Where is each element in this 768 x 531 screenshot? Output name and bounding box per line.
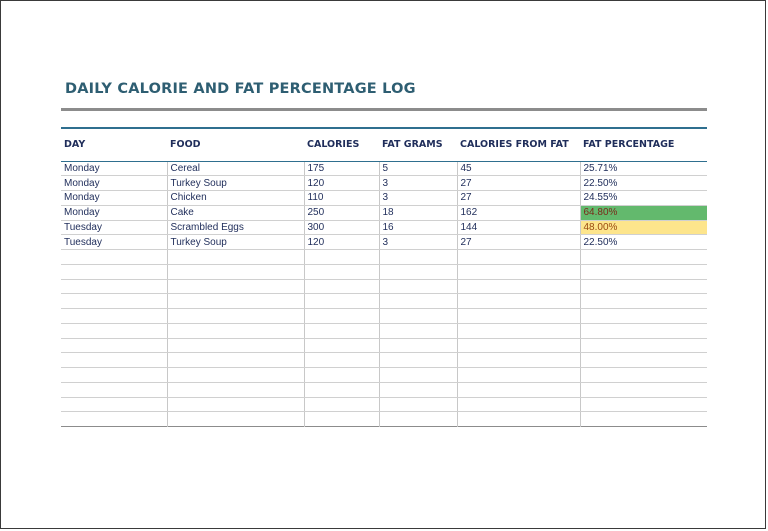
cell-food[interactable] [167, 309, 304, 324]
cell-calories[interactable] [304, 279, 379, 294]
cell-fat-grams[interactable] [379, 309, 457, 324]
page-title: DAILY CALORIE AND FAT PERCENTAGE LOG [65, 81, 416, 97]
cell-food[interactable]: Turkey Soup [167, 176, 304, 191]
table-row [61, 250, 707, 265]
cell-food[interactable] [167, 412, 304, 427]
cell-fat-percentage[interactable] [580, 264, 707, 279]
calorie-log-table [61, 127, 707, 427]
cell-fat-percentage[interactable] [580, 353, 707, 368]
cell-calories-from-fat[interactable] [457, 397, 580, 412]
cell-calories-from-fat[interactable]: 162 [457, 205, 580, 220]
cell-calories[interactable]: 300 [304, 220, 379, 235]
cell-food[interactable] [167, 353, 304, 368]
cell-calories-from-fat[interactable]: 27 [457, 176, 580, 191]
column-header-calories-from-fat[interactable]: CALORIES FROM FAT [457, 128, 580, 161]
cell-day[interactable]: Tuesday [61, 235, 167, 250]
cell-day[interactable]: Monday [61, 176, 167, 191]
table-row [61, 220, 707, 235]
cell-day[interactable] [61, 382, 167, 397]
cell-day[interactable] [61, 323, 167, 338]
cell-food[interactable] [167, 323, 304, 338]
cell-calories-from-fat[interactable] [457, 264, 580, 279]
cell-day[interactable] [61, 353, 167, 368]
table-body [61, 161, 707, 427]
cell-food[interactable] [167, 250, 304, 265]
table-row [61, 353, 707, 368]
cell-calories-from-fat[interactable] [457, 279, 580, 294]
cell-fat-percentage[interactable] [580, 250, 707, 265]
column-header-food[interactable]: FOOD [167, 128, 304, 161]
cell-fat-grams[interactable] [379, 250, 457, 265]
cell-day[interactable] [61, 368, 167, 383]
cell-fat-percentage[interactable]: 22.50% [580, 235, 707, 250]
cell-fat-grams[interactable] [379, 353, 457, 368]
cell-day[interactable] [61, 279, 167, 294]
cell-fat-percentage[interactable]: 22.50% [580, 176, 707, 191]
cell-fat-percentage[interactable] [580, 397, 707, 412]
cell-fat-grams[interactable]: 3 [379, 235, 457, 250]
cell-calories-from-fat[interactable] [457, 294, 580, 309]
cell-day[interactable] [61, 309, 167, 324]
table-row [61, 161, 707, 176]
cell-fat-percentage[interactable] [580, 412, 707, 427]
table-row [61, 294, 707, 309]
cell-food[interactable] [167, 294, 304, 309]
cell-fat-grams[interactable] [379, 368, 457, 383]
cell-fat-percentage[interactable] [580, 382, 707, 397]
cell-fat-grams[interactable] [379, 412, 457, 427]
cell-food[interactable]: Cereal [167, 161, 304, 176]
cell-calories-from-fat[interactable] [457, 412, 580, 427]
cell-fat-percentage[interactable] [580, 338, 707, 353]
cell-calories[interactable]: 250 [304, 205, 379, 220]
table-row [61, 279, 707, 294]
cell-day[interactable]: Monday [61, 205, 167, 220]
cell-fat-percentage[interactable]: 25.71% [580, 161, 707, 176]
table-row [61, 323, 707, 338]
column-header-fat-grams[interactable]: FAT GRAMS [379, 128, 457, 161]
cell-fat-grams[interactable]: 5 [379, 161, 457, 176]
cell-day[interactable]: Monday [61, 191, 167, 206]
cell-calories-from-fat[interactable] [457, 353, 580, 368]
cell-calories[interactable] [304, 338, 379, 353]
cell-fat-grams[interactable] [379, 323, 457, 338]
cell-fat-grams[interactable]: 3 [379, 191, 457, 206]
column-header-fat-percentage[interactable]: FAT PERCENTAGE [580, 128, 707, 161]
cell-day[interactable]: Monday [61, 161, 167, 176]
cell-calories-from-fat[interactable]: 144 [457, 220, 580, 235]
cell-calories[interactable]: 110 [304, 191, 379, 206]
cell-day[interactable] [61, 338, 167, 353]
cell-day[interactable]: Tuesday [61, 220, 167, 235]
cell-calories[interactable] [304, 294, 379, 309]
cell-fat-percentage[interactable]: 48.00% [580, 220, 707, 235]
cell-food[interactable] [167, 397, 304, 412]
cell-fat-percentage[interactable] [580, 368, 707, 383]
cell-fat-grams[interactable]: 3 [379, 176, 457, 191]
cell-calories-from-fat[interactable] [457, 323, 580, 338]
cell-fat-grams[interactable] [379, 279, 457, 294]
cell-day[interactable] [61, 294, 167, 309]
cell-food[interactable]: Cake [167, 205, 304, 220]
cell-calories[interactable]: 175 [304, 161, 379, 176]
cell-fat-percentage[interactable] [580, 279, 707, 294]
column-header-calories[interactable]: CALORIES [304, 128, 379, 161]
cell-calories[interactable]: 120 [304, 235, 379, 250]
table-header-row [61, 128, 707, 161]
table-row [61, 412, 707, 427]
cell-food[interactable]: Scrambled Eggs [167, 220, 304, 235]
cell-day[interactable] [61, 264, 167, 279]
cell-calories-from-fat[interactable] [457, 309, 580, 324]
cell-food[interactable]: Turkey Soup [167, 235, 304, 250]
cell-day[interactable] [61, 412, 167, 427]
cell-fat-grams[interactable] [379, 397, 457, 412]
cell-fat-grams[interactable]: 18 [379, 205, 457, 220]
cell-calories[interactable] [304, 397, 379, 412]
cell-calories[interactable] [304, 309, 379, 324]
cell-fat-grams[interactable] [379, 382, 457, 397]
table-row [61, 176, 707, 191]
cell-calories[interactable] [304, 353, 379, 368]
cell-calories-from-fat[interactable]: 27 [457, 235, 580, 250]
table-row [61, 382, 707, 397]
cell-fat-percentage[interactable]: 24.55% [580, 191, 707, 206]
cell-day[interactable] [61, 397, 167, 412]
cell-calories-from-fat[interactable] [457, 368, 580, 383]
cell-fat-grams[interactable] [379, 264, 457, 279]
cell-fat-grams[interactable] [379, 294, 457, 309]
table-row [61, 264, 707, 279]
table-row [61, 235, 707, 250]
cell-calories-from-fat[interactable] [457, 338, 580, 353]
cell-fat-percentage[interactable] [580, 309, 707, 324]
cell-calories[interactable] [304, 368, 379, 383]
cell-food[interactable]: Chicken [167, 191, 304, 206]
table-row [61, 338, 707, 353]
cell-calories[interactable] [304, 264, 379, 279]
cell-calories[interactable] [304, 382, 379, 397]
table-row [61, 205, 707, 220]
cell-fat-grams[interactable]: 16 [379, 220, 457, 235]
cell-calories-from-fat[interactable] [457, 250, 580, 265]
cell-fat-percentage[interactable] [580, 294, 707, 309]
title-underline [61, 108, 707, 111]
cell-food[interactable] [167, 338, 304, 353]
cell-calories-from-fat[interactable]: 45 [457, 161, 580, 176]
cell-day[interactable] [61, 250, 167, 265]
table-row [61, 368, 707, 383]
cell-food[interactable] [167, 279, 304, 294]
cell-food[interactable] [167, 264, 304, 279]
table-row [61, 309, 707, 324]
cell-food[interactable] [167, 368, 304, 383]
cell-food[interactable] [167, 382, 304, 397]
cell-calories[interactable] [304, 323, 379, 338]
table-row [61, 397, 707, 412]
cell-calories[interactable] [304, 412, 379, 427]
column-header-day[interactable]: DAY [61, 128, 167, 161]
cell-fat-grams[interactable] [379, 338, 457, 353]
cell-calories[interactable]: 120 [304, 176, 379, 191]
cell-calories-from-fat[interactable] [457, 382, 580, 397]
table-row [61, 191, 707, 206]
cell-fat-percentage[interactable]: 64.80% [580, 205, 707, 220]
cell-calories[interactable] [304, 250, 379, 265]
cell-calories-from-fat[interactable]: 27 [457, 191, 580, 206]
cell-fat-percentage[interactable] [580, 323, 707, 338]
